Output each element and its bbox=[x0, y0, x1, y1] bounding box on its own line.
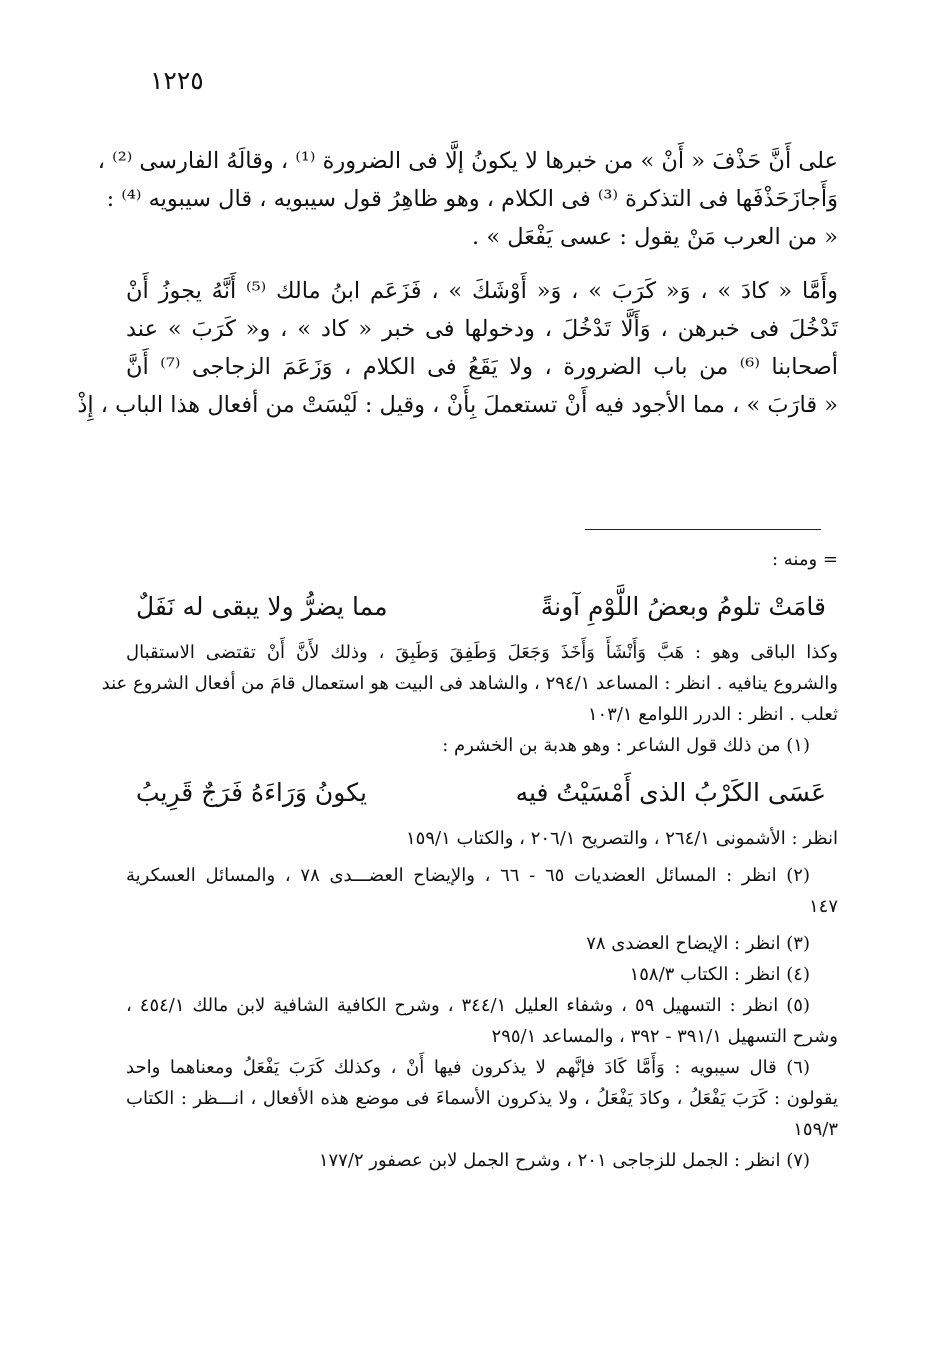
main-line: « من العرب مَنْ يقول : عسى يَفْعَل » . bbox=[472, 224, 838, 250]
main-line: تَدْخُلَ فى خبرهن ، وَأَلَّا تَدْخُلَ ، ودخولها فى خبر « كاد » ، و« كَرَبَ » عند bbox=[126, 316, 838, 342]
footnote-line: ثعلب . انظر : الدرر اللوامع ١٠٣/١ bbox=[587, 704, 838, 725]
footnote-line: وكذا الباقى وهو : هَبَّ وَأَنْشَأَ وَأَخَذَ وَجَعَلَ وَطَفِقَ وَطَبِقَ ، وذلك لأَنَّ أَنْ تقتضى الاستقبال bbox=[126, 642, 838, 663]
footnote-line: والشروع ينافيه . انظر : المساعد ٢٩٤/١ ، والشاهد فى البيت هو استعمال قامَ من أفعال الشروع عند bbox=[101, 673, 838, 694]
page-number: ١٢٢٥ bbox=[150, 66, 204, 95]
verse-hemistich-left: يكونُ وَرَاءَهُ فَرَجٌ قَرِيبُ bbox=[136, 777, 367, 807]
verse-line bbox=[126, 761, 838, 823]
verse-hemistich-right: عَسَى الكَرْبُ الذى أَمْسَيْتُ فيه bbox=[515, 777, 826, 807]
main-line: على أَنَّ حَذْفَ « أَنْ » من خبرها لا يكونُ إلَّا فى الضرورة ⁽¹⁾ ، وقالَهُ الفارسى ⁽²⁾ ، bbox=[97, 148, 838, 174]
footnote-separator bbox=[585, 529, 821, 530]
footnote-1-reference: انظر : الأشمونى ٢٦٤/١ ، والتصريح ٢٠٦/١ ، والكتاب ١٥٩/١ bbox=[406, 828, 838, 849]
main-line: وَأَجازَحَذْفَها فى التذكرة ⁽³⁾ فى الكلام ، وهو ظاهِرُ قول سيبويه ، قال سيبويه ⁽⁴⁾ : bbox=[106, 186, 838, 212]
main-line: أصحابنا ⁽⁶⁾ من باب الضرورة ، ولا يَقَعُ فى الكلام ، وَزَعَمَ الزجاجى ⁽⁷⁾ أَنَّ bbox=[126, 354, 839, 380]
main-text bbox=[77, 142, 839, 424]
footnote-2: (٢) انظر : المسائل العضديات ٦٥ - ٦٦ ، والإيضاح العضـــدى ٧٨ ، والمسائل العسكرية bbox=[126, 865, 810, 886]
footnote-4: (٤) انظر : الكتاب ١٥٨/٣ bbox=[629, 964, 810, 985]
footnotes bbox=[101, 544, 838, 1176]
footnote-continuation: = ومنه : bbox=[771, 549, 838, 570]
footnote-6: (٦) قال سيبويه : وَأَمَّا كَادَ فإنَّهم لا يذكرون فيها أَنْ ، وكذلك كَرَبَ يَفْعَلُ ومعناهما واحد bbox=[126, 1057, 810, 1078]
footnote-6-cont: يقولون : كَرَبَ يَفْعَلُ ، وكادَ يَفْعَلُ ، ولا يذكرون الأسماءَ فى موضع هذه الأفعال ، انـــظر : الكتاب bbox=[126, 1088, 838, 1109]
verse-hemistich-left: مما يضرُّ ولا يبقى له نَفَلٌ bbox=[136, 591, 388, 621]
footnote-6-cont: ١٥٩/٣ bbox=[793, 1119, 838, 1140]
main-line: « قارَبَ » ، مما الأجود فيه أَنْ تستعملَ بِأَنْ ، وقيل : لَيْسَتْ من أفعال هذا الباب ، إِذْ bbox=[77, 392, 838, 418]
footnote-7: (٧) انظر : الجمل للزجاجى ٢٠١ ، وشرح الجمل لابن عصفور ١٧٧/٢ bbox=[318, 1150, 810, 1171]
paragraph-gap bbox=[126, 256, 838, 272]
verse-hemistich-right: قامَتْ تلومُ وبعضُ اللَّوْمِ آونةً bbox=[540, 591, 826, 621]
main-line: وأَمَّا « كادَ » ، وَ« كَرَبَ » ، وَ« أَوْشَكَ » ، فَزَعَم ابنُ مالك ⁽⁵⁾ أَنَّهُ يجوزُ أَنْ bbox=[126, 278, 839, 304]
footnote-3: (٣) انظر : الإيضاح العضدى ٧٨ bbox=[586, 933, 810, 954]
footnote-2-cont: ١٤٧ bbox=[808, 896, 838, 917]
verse-line bbox=[126, 575, 838, 637]
footnote-5: (٥) انظر : التسهيل ٥٩ ، وشفاء العليل ٣٤٤/١ ، وشرح الكافية الشافية لابن مالك ٤٥٤/١ ، bbox=[126, 995, 810, 1016]
footnote-1-intro: (١) من ذلك قول الشاعر : وهو هدبة بن الخشرم : bbox=[442, 735, 810, 756]
footnote-5-cont: وشرح التسهيل ٣٩١/١ - ٣٩٢ ، والمساعد ٢٩٥/١ bbox=[491, 1026, 838, 1047]
